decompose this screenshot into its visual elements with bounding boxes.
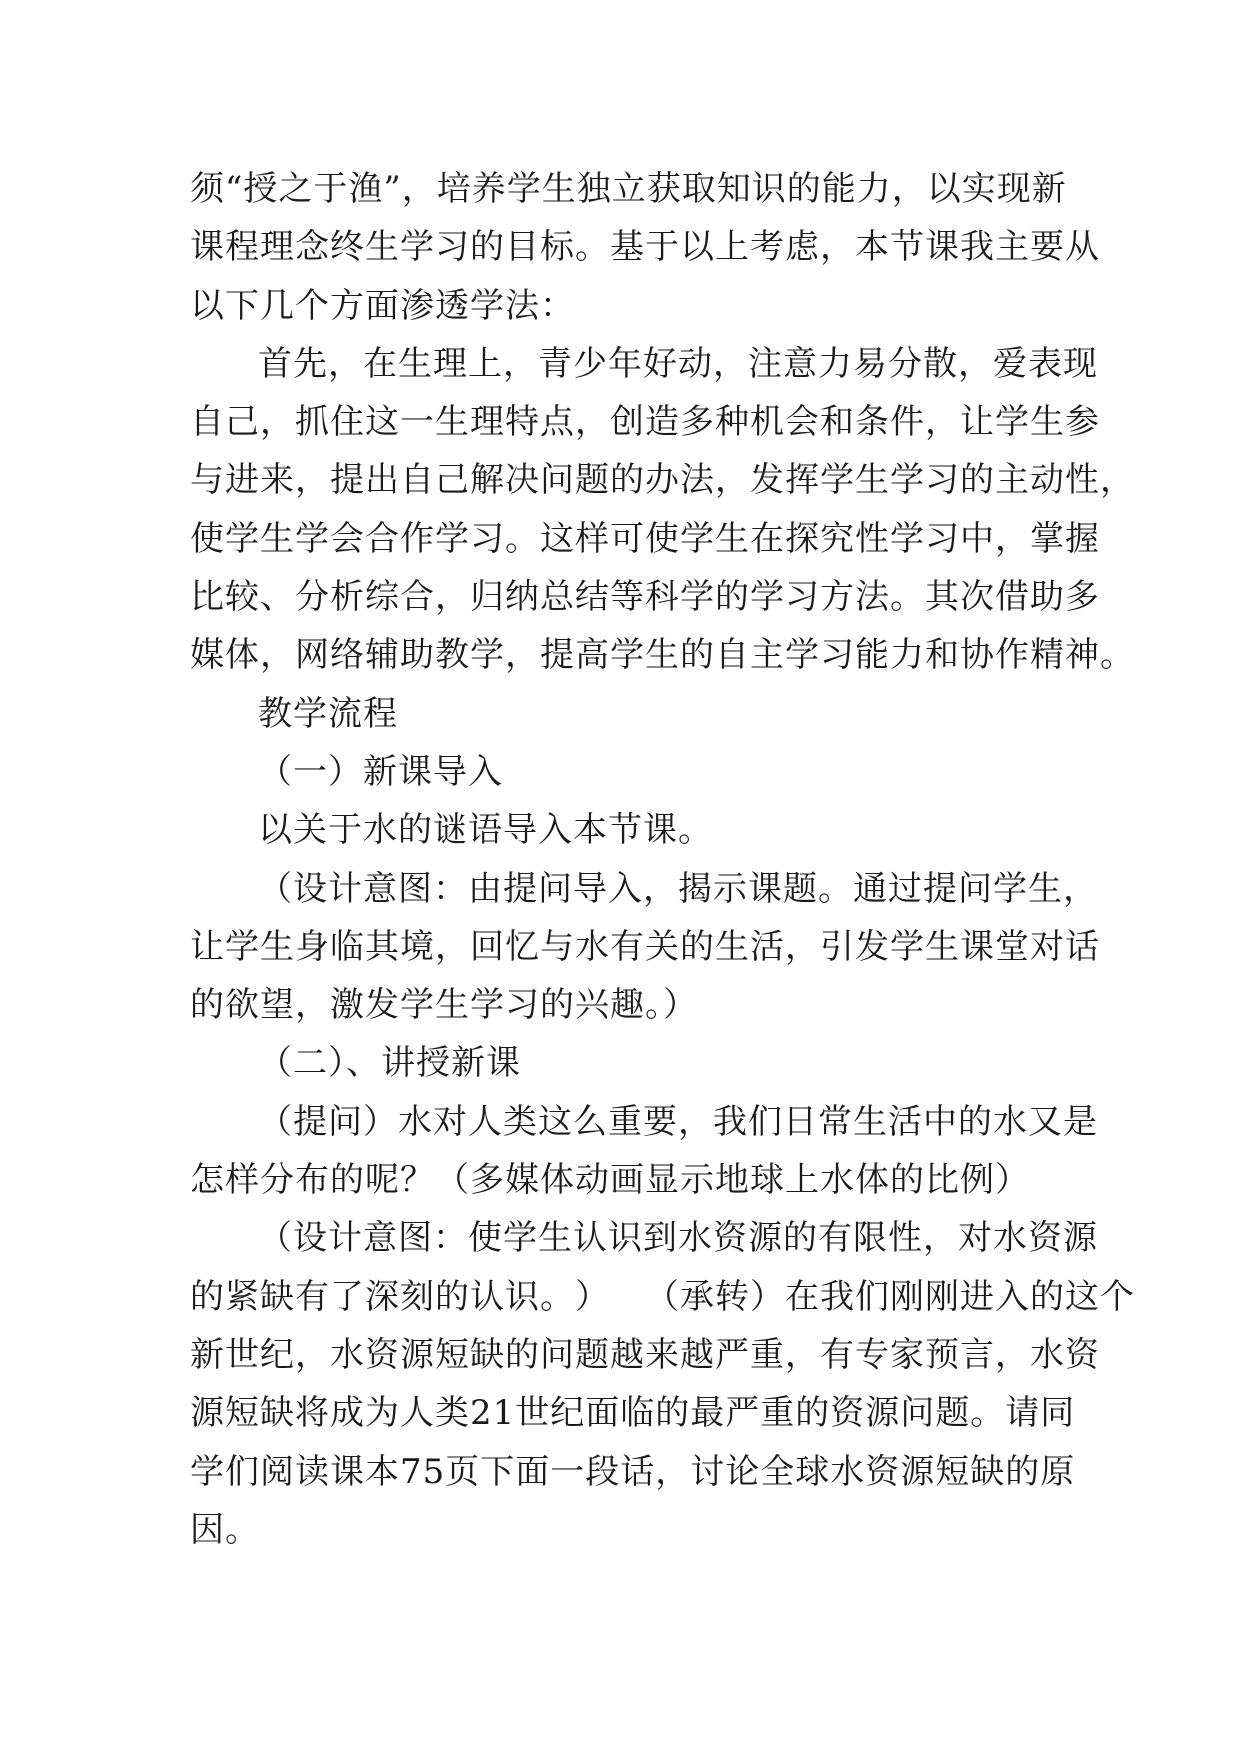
- text-line: 的欲望，激发学生学习的兴趣。）: [190, 985, 698, 1026]
- text-line: （一）新课导入: [258, 751, 503, 792]
- text-line: 课 程 理 念 终 生 学 习 的 目 标 。 基 于 以 上 考 虑 ， 本 节 课 我 主 要 从: [190, 227, 1100, 268]
- text-line: （ 提 问 ） 水 对 人 类 这 么 重 要 ， 我 们 日 常 生 活 中 的 水 又 是: [258, 1101, 1098, 1142]
- text-line: 使 学 生 学 会 合 作 学 习 。 这 样 可 使 学 生 在 探 究 性 学 习 中 ， 掌 握: [190, 518, 1100, 559]
- text-line: 的 紧 缺 有 了 深 刻 的 认 识 。 ） （ 承 转 ） 在 我 们 刚 刚 进 入 的 这 个: [190, 1276, 1135, 1317]
- text-line: 媒 体 ， 网 络 辅 助 教 学 ， 提 高 学 生 的 自 主 学 习 能 力 和 协 作 精 神 。: [190, 635, 1135, 676]
- text-line: （ 设 计 意 图 ： 由 提 问 导 入 ， 揭 示 课 题 。 通 过 提 问 学 生 ，: [258, 868, 1098, 909]
- text-line: 源 短 缺 将 成 为 人 类 21 世 纪 面 临 的 最 严 重 的 资 源 问 题 。 请 同: [190, 1393, 1076, 1434]
- text-line: 教学流程: [258, 693, 398, 734]
- text-line: 比 较 、 分 析 综 合 ， 归 纳 总 结 等 科 学 的 学 习 方 法 。 其 次 借 助 多: [190, 577, 1100, 618]
- text-line: 让 学 生 身 临 其 境 ， 回 忆 与 水 有 关 的 生 活 ， 引 发 学 生 课 堂 对 话: [190, 926, 1100, 967]
- text-line: 因。: [190, 1509, 260, 1550]
- text-line: 以下几个方面渗透学法：: [190, 285, 575, 326]
- text-line: 首 先 ， 在 生 理 上 ， 青 少 年 好 动 ， 注 意 力 易 分 散 ， 爱 表 现: [258, 343, 1098, 384]
- text-line: （二）、讲授新课: [258, 1043, 521, 1084]
- text-line: 新 世 纪 ， 水 资 源 短 缺 的 问 题 越 来 越 严 重 ， 有 专 家 预 言 ， 水 资: [190, 1334, 1100, 1375]
- text-line: 与 进 来 ， 提 出 自 己 解 决 问 题 的 办 法 ， 发 挥 学 生 学 习 的 主 动 性 ，: [190, 460, 1135, 501]
- text-line: 自 己 ， 抓 住 这 一 生 理 特 点 ， 创 造 多 种 机 会 和 条 件 ， 让 学 生 参: [190, 402, 1100, 443]
- text-line: 怎样分布的呢？（多媒体动画显示地球上水体的比例）: [190, 1160, 1030, 1201]
- body-text: [190, 160, 1135, 1559]
- text-line: 须 “ 授 之 于 渔 ” ， 培 养 学 生 独 立 获 取 知 识 的 能 力 ， 以 实 现 新: [190, 169, 1067, 209]
- text-line: （ 设 计 意 图 ： 使 学 生 认 识 到 水 资 源 的 有 限 性 ， 对 水 资 源: [258, 1218, 1098, 1259]
- text-line: 以关于水的谜语导入本节课。: [258, 810, 713, 851]
- text-line: 学 们 阅 读 课 本 75 页 下 面 一 段 话 ， 讨 论 全 球 水 资 源 短 缺 的 原: [190, 1451, 1076, 1492]
